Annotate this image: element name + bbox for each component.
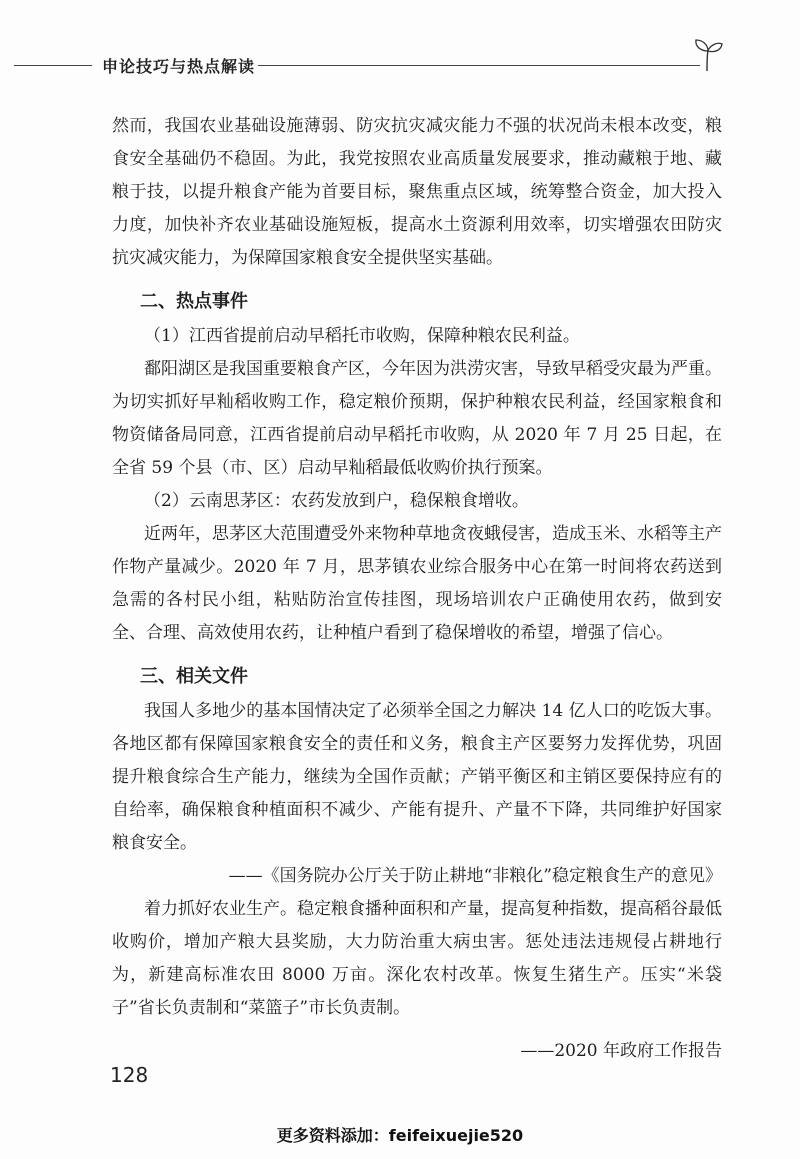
section-heading-related-documents: 三、相关文件: [140, 666, 248, 687]
document-1-source: ——《国务院办公厅关于防止耕地“非粮化”稳定粮食生产的意见》: [228, 866, 722, 886]
document-2-paragraph: 着力抓好农业生产。稳定粮食播种面积和产量，提高复种指数，提高稻谷最低收购价，增加产粮大县奖励，大力防治重大病虫害。惩处违法违规侵占耕地行为，新建高标准农田 8000 万亩。深化农村改革。恢复生猪生产。压实“米袋子”省长负责制和“菜篮子”市长负责制。: [112, 899, 722, 1018]
header-rule-right: [258, 65, 700, 66]
event-1-paragraph: 鄱阳湖区是我国重要粮食产区，今年因为洪涝灾害，导致早稻受灾最为严重。为切实抓好早籼稻收购工作，稳定粮价预期，保护种粮农民利益，经国家粮食和物资储备局同意，江西省提前启动早稻托市收购，从 2020 年 7 月 25 日起，在全省 59 个县（市、区）启动早籼稻最低收购价执行预案。: [112, 359, 722, 478]
event-1-title: （1）江西省提前启动早稻托市收购，保障种粮农民利益。: [144, 326, 580, 346]
intro-paragraph: 然而，我国农业基础设施薄弱、防灾抗灾减灾能力不强的状况尚未根本改变，粮食安全基础仍不稳固。为此，我党按照农业高质量发展要求，推动藏粮于地、藏粮于技，以提升粮食产能为首要目标，聚焦重点区域，统筹整合资金，加大投入力度，加快补齐农业基础设施短板，提高水土资源利用效率，切实增强农田防灾抗灾减灾能力，为保障国家粮食安全提供坚实基础。: [112, 116, 722, 268]
page-number: 128: [110, 1063, 149, 1087]
document-1-paragraph: 我国人多地少的基本国情决定了必须举全国之力解决 14 亿人口的吃饭大事。各地区都有保障国家粮食安全的责任和义务，粮食主产区要努力发挥优势，巩固提升粮食综合生产能力，继续为全国作贡献；产销平衡区和主销区要保持应有的自给率，确保粮食种植面积不减少、产能有提升、产量不下降，共同维护好国家粮食安全。: [112, 701, 722, 853]
footer-note-text: 更多资料添加：feifeixuejie520: [276, 1126, 524, 1145]
page-content: [112, 110, 722, 1068]
document-2-source: ——2020 年政府工作报告: [520, 1041, 722, 1061]
section-heading-hot-events: 二、热点事件: [140, 291, 248, 312]
header-rule-left: [14, 65, 92, 66]
sprout-icon: [690, 38, 724, 72]
footer-note: [0, 1123, 800, 1146]
event-2-paragraph: 近两年，思茅区大范围遭受外来物种草地贪夜蛾侵害，造成玉米、水稻等主产作物产量减少。2020 年 7 月，思茅镇农业综合服务中心在第一时间将农药送到急需的各村民小组，粘贴防治宣传挂图，现场培训农户正确使用农药，做到安全、合理、高效使用农药，让种植户看到了稳保增收的希望，增强了信心。: [112, 524, 722, 643]
event-2-title: （2）云南思茅区：农药发放到户，稳保粮食增收。: [144, 491, 529, 511]
header-title: 申论技巧与热点解读: [102, 57, 256, 76]
running-header: [0, 38, 800, 88]
